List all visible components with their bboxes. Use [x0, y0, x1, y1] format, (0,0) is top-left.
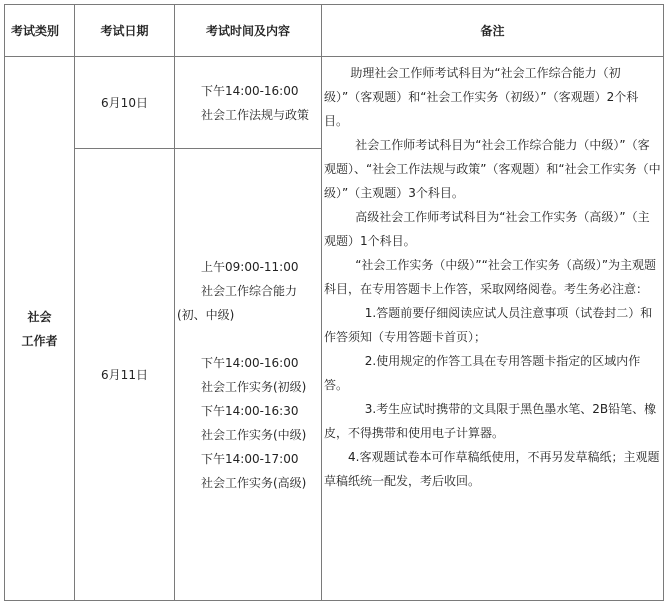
time-line: 下午14:00-16:00 [201, 355, 299, 370]
header-exam-date: 考试日期 [75, 5, 175, 57]
subject-line: 社会工作综合能力 [201, 283, 298, 298]
remark-paragraph: “社会工作实务（中级）”“社会工作实务（高级）”为主观题科目，在专用答题卡上作答，采取网络阅卷。考生务必注意： [324, 258, 657, 296]
remark-paragraph: 高级社会工作师考试科目为“社会工作实务（高级）”（主观题）1个科目。 [324, 210, 650, 248]
header-row [5, 5, 664, 57]
subject-line: 社会工作实务(高级) [201, 475, 307, 490]
remarks-cell [322, 57, 664, 601]
subject-level-line: (初、中级) [177, 307, 235, 322]
remark-paragraph: 4.客观题试卷本可作草稿纸使用，不再另发草稿纸；主观题草稿纸统一配发，考后收回。 [324, 450, 660, 488]
time-line: 下午14:00-17:00 [201, 451, 299, 466]
exam-date-cell: 6月10日 [75, 57, 175, 149]
exam-date-cell: 6月11日 [75, 149, 175, 601]
exam-time-content-cell [175, 149, 322, 601]
exam-category-cell [5, 57, 75, 601]
subject-line: 社会工作实务(初级) [201, 379, 307, 394]
table-row [5, 57, 664, 149]
subject-line: 社会工作实务(中级) [201, 427, 307, 442]
remark-paragraph: 助理社会工作师考试科目为“社会工作综合能力（初级）”（客观题）和“社会工作实务（初级）”（客观题）2个科目。 [324, 66, 639, 128]
remark-paragraph: 1.答题前要仔细阅读应试人员注意事项（试卷封二）和作答须知（专用答题卡首页）； [324, 306, 653, 344]
time-line: 上午09:00-11:00 [201, 259, 299, 274]
header-exam-type: 考试类别 [5, 5, 75, 57]
time-line: 下午14:00-16:30 [201, 403, 299, 418]
exam-time-content-cell [175, 57, 322, 149]
remark-paragraph: 社会工作师考试科目为“社会工作综合能力（中级）”（客观题）、“社会工作法规与政策”（客观题）和“社会工作实务（中级）”（主观题）3个科目。 [324, 138, 661, 200]
remark-paragraph: 2.使用规定的作答工具在专用答题卡指定的区域内作答。 [324, 354, 641, 392]
subject-line: 社会工作法规与政策 [201, 107, 310, 122]
header-remarks: 备注 [322, 5, 664, 57]
category-line: 工作者 [21, 333, 58, 348]
header-exam-time-content: 考试时间及内容 [175, 5, 322, 57]
exam-schedule-table [4, 4, 664, 601]
remark-paragraph: 3.考生应试时携带的文具限于黑色墨水笔、2B铅笔、橡皮，不得携带和使用电子计算器。 [324, 402, 657, 440]
time-line: 下午14:00-16:00 [201, 83, 299, 98]
category-line: 社会 [27, 309, 52, 324]
spacer [175, 327, 321, 351]
